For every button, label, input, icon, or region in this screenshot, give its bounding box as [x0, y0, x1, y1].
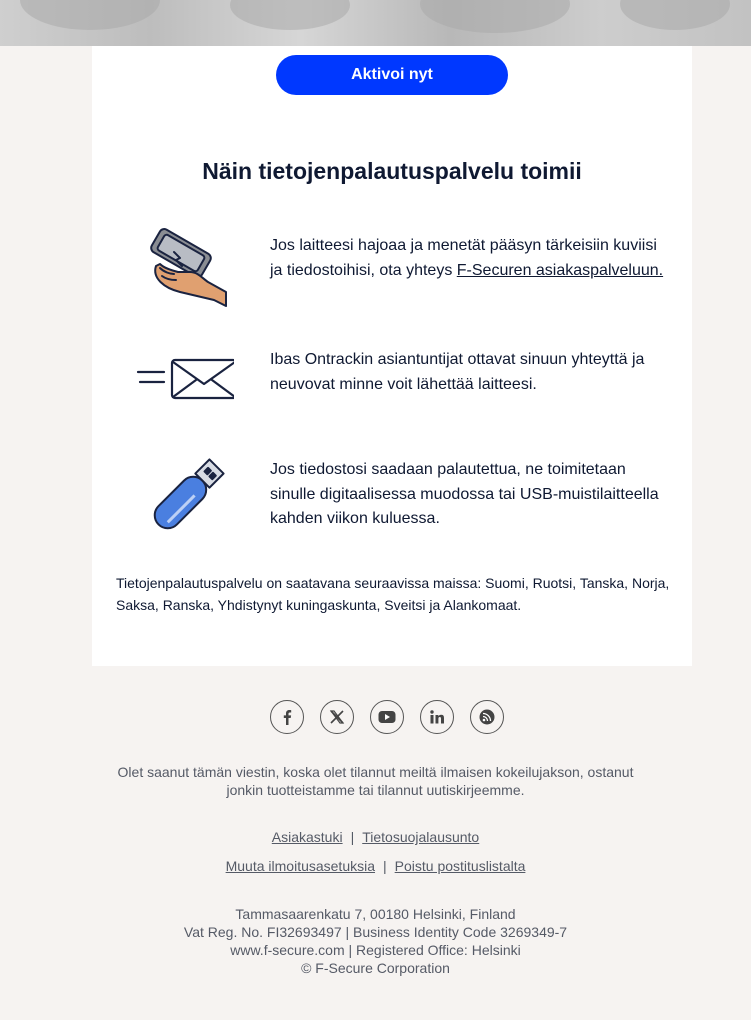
- facebook-icon[interactable]: [270, 700, 304, 734]
- footer-links-row-2: [100, 858, 651, 874]
- address-line: Tammasaarenkatu 7, 00180 Helsinki, Finland: [235, 906, 516, 922]
- youtube-icon[interactable]: [370, 700, 404, 734]
- step-1-text: [270, 234, 670, 283]
- link-separator: |: [350, 829, 355, 845]
- blog-icon[interactable]: [470, 700, 504, 734]
- step-1-text-body: Jos laitteesi hajoaa ja menetät pääsyn tärkeisiin kuviisi ja tiedostoihisi, ota yhteys: [270, 237, 657, 279]
- usb-stick-icon: [134, 454, 234, 544]
- phone-in-hand-icon: [134, 222, 234, 312]
- x-icon[interactable]: [320, 700, 354, 734]
- unsubscribe-link[interactable]: Poistu postituslistalta: [394, 858, 526, 874]
- hero-image-strip: [0, 0, 751, 46]
- envelope-icon: [134, 342, 234, 432]
- section-title: Näin tietojenpalautuspalvelu toimii: [202, 158, 582, 184]
- company-address: [100, 905, 651, 977]
- customer-service-link[interactable]: F-Securen asiakaspalveluun.: [456, 261, 664, 279]
- activate-now-button[interactable]: Aktivoi nyt: [276, 55, 508, 95]
- linkedin-icon[interactable]: [420, 700, 454, 734]
- footer-notice: Olet saanut tämän viestin, koska olet tilannut meiltä ilmaisen kokeilujakson, ostanut jonkin tuotteistamme tai tilannut uutiskirjeemme.: [117, 764, 634, 798]
- privacy-statement-link[interactable]: Tietosuojalausunto: [362, 829, 480, 845]
- social-links: [270, 700, 520, 736]
- vat-line: Vat Reg. No. FI32693497 | Business Identity Code 3269349-7: [183, 924, 568, 940]
- customer-support-link[interactable]: Asiakastuki: [271, 829, 343, 845]
- footer-links-row-1: [100, 829, 651, 845]
- step-3-text: Jos tiedostosi saadaan palautettua, ne toimitetaan sinulle digitaalisessa muodossa tai USB-muistilaitteella kahden viikon kuluessa.: [270, 461, 659, 527]
- link-separator: |: [383, 858, 387, 874]
- availability-text: Tietojenpalautuspalvelu on saatavana seuraavissa maissa: Suomi, Ruotsi, Tanska, Norja, Saksa, Ranska, Yhdistynyt kuningaskunta, Sveitsi ja Alankomaat.: [116, 575, 670, 613]
- content-card: [92, 46, 692, 666]
- copyright-line: © F-Secure Corporation: [301, 960, 450, 976]
- website-line: www.f-secure.com | Registered Office: Helsinki: [230, 942, 521, 958]
- step-2-text: Ibas Ontrackin asiantuntijat ottavat sinuun yhteyttä ja neuvovat minne voit lähettää laitteesi.: [270, 351, 645, 393]
- notification-settings-link[interactable]: Muuta ilmoitusasetuksia: [225, 858, 376, 874]
